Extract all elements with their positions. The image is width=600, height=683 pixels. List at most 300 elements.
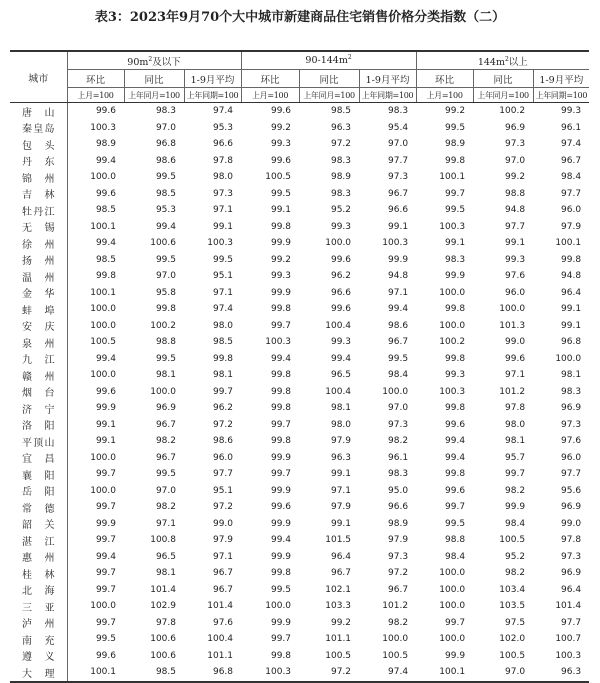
table-row [10,169,589,186]
table-row [10,252,589,269]
table-row [10,582,589,599]
index-value-cell: 97.0 [505,155,526,166]
index-value-cell: 97.3 [388,551,409,562]
index-value-cell: 100.6 [150,650,176,661]
index-value-cell: 99.5 [270,584,292,595]
index-value-cell: 96.5 [330,370,352,381]
index-value-cell: 98.5 [330,106,352,117]
index-value-cell: 95.8 [155,287,176,298]
subheader-mom: 环比 [241,70,299,88]
index-value-cell: 99.8 [212,353,234,364]
index-value-cell: 96.0 [505,287,526,298]
index-value-cell: 97.1 [212,287,234,298]
index-value-cell: 98.2 [388,436,409,447]
index-value-cell: 98.8 [505,188,526,199]
index-value-cell: 97.9 [330,436,352,447]
index-value-cell: 99.7 [445,502,466,513]
index-value-cell: 100.5 [265,172,292,183]
table-row [10,120,589,137]
city-name-cell: 韶关 [10,516,67,533]
index-value-cell: 96.9 [561,502,582,513]
index-value-cell: 97.3 [388,419,409,430]
index-value-cell: 99.8 [445,469,466,480]
index-value-cell: 101.1 [207,650,234,661]
city-name-cell: 三亚 [10,598,67,615]
index-value-cell: 101.1 [325,634,352,645]
index-value-cell: 96.4 [330,551,352,562]
city-name-cell: 南充 [10,631,67,648]
index-value-cell: 99.8 [270,304,292,315]
index-value-cell: 100.5 [499,650,526,661]
index-value-cell: 99.7 [445,617,466,628]
index-value-cell: 96.6 [388,205,409,216]
index-value-cell: 99.7 [505,469,526,480]
index-value-cell: 97.6 [561,436,582,447]
group-header-large: $144m^2$以上 [416,51,589,70]
city-name-cell: 宜昌 [10,450,67,467]
table-row [10,466,589,483]
index-value-cell: 100.3 [555,650,582,661]
index-value-cell: 99.8 [445,353,466,364]
index-value-cell: 98.4 [388,370,409,381]
index-value-cell: 98.1 [561,370,582,381]
index-value-cell: 99.8 [270,221,292,232]
index-value-cell: 97.2 [212,419,234,430]
index-value-cell: 96.0 [212,452,234,463]
city-name-cell: 济宁 [10,400,67,417]
index-value-cell: 100.4 [325,320,352,331]
index-value-cell: 100.0 [90,172,116,183]
index-value-cell: 97.1 [155,518,176,529]
city-name-cell: 扬州 [10,252,67,269]
index-value-cell: 96.6 [388,502,409,513]
index-value-cell: 100.1 [90,221,116,232]
index-value-cell: 99.1 [270,205,292,216]
index-value-cell: 98.5 [95,254,116,265]
index-value-cell: 99.6 [95,106,116,117]
index-value-cell: 100.0 [439,568,466,579]
index-value-cell: 100.8 [150,535,176,546]
index-value-cell: 98.1 [155,370,176,381]
index-value-cell: 97.7 [388,155,409,166]
index-value-cell: 100.0 [439,320,466,331]
city-column-header: 城市 [10,51,67,103]
index-value-cell: 100.0 [90,601,116,612]
city-name-cell: 无锡 [10,219,67,236]
index-value-cell: 99.7 [270,634,292,645]
index-value-cell: 99.9 [270,238,292,249]
index-value-cell: 101.2 [382,601,409,612]
index-value-cell: 98.2 [155,502,176,513]
index-value-cell: 96.8 [561,337,582,348]
index-value-cell: 97.0 [155,485,176,496]
index-value-cell: 97.0 [155,271,176,282]
table-row [10,235,589,252]
index-value-cell: 100.0 [150,386,176,397]
city-name-cell: 丹东 [10,153,67,170]
index-value-cell: 97.1 [505,370,526,381]
index-value-cell: 99.9 [445,650,466,661]
index-value-cell: 99.8 [95,271,116,282]
index-value-cell: 99.5 [155,254,176,265]
index-value-cell: 99.6 [330,254,352,265]
index-value-cell: 99.2 [270,122,292,133]
index-value-cell: 100.1 [555,238,582,249]
index-value-cell: 100.6 [150,634,176,645]
index-value-cell: 98.2 [505,485,526,496]
index-value-cell: 99.5 [212,254,234,265]
index-value-cell: 97.4 [561,139,582,150]
index-value-cell: 99.0 [505,337,526,348]
index-value-cell: 99.0 [561,518,582,529]
table-row [10,615,589,632]
index-value-cell: 97.7 [505,221,526,232]
base-label-yoy: 上年同月=100 [473,88,533,103]
index-value-cell: 99.1 [388,221,409,232]
city-name-cell: 惠州 [10,549,67,566]
index-value-cell: 99.6 [445,485,466,496]
index-value-cell: 98.3 [155,106,176,117]
index-value-cell: 100.6 [150,238,176,249]
index-value-cell: 99.6 [95,650,116,661]
index-value-cell: 99.8 [270,436,292,447]
index-value-cell: 97.7 [561,617,582,628]
index-value-cell: 99.7 [270,469,292,480]
index-value-cell: 98.9 [445,139,466,150]
index-value-cell: 98.3 [330,188,352,199]
index-value-cell: 97.6 [212,617,234,628]
index-value-cell: 96.8 [184,664,241,682]
index-value-cell: 97.3 [212,188,234,199]
base-label-yoy: 上年同月=100 [124,88,184,103]
index-value-cell: 97.2 [330,139,352,150]
city-name-cell: 牡丹江 [10,202,67,219]
index-value-cell: 99.6 [270,502,292,513]
table-row [10,400,589,417]
city-name-cell: 平顶山 [10,433,67,450]
index-value-cell: 100.0 [90,320,116,331]
price-index-table [10,50,589,683]
subheader-mom: 环比 [67,70,124,88]
index-value-cell: 98.6 [155,155,176,166]
index-value-cell: 99.6 [270,155,292,166]
index-value-cell: 100.0 [325,238,352,249]
index-value-cell: 99.9 [270,518,292,529]
index-value-cell: 99.5 [155,172,176,183]
index-value-cell: 99.4 [155,221,176,232]
index-value-cell: 97.0 [155,122,176,133]
index-value-cell: 98.5 [95,205,116,216]
table-row [10,549,589,566]
index-value-cell: 97.3 [561,419,582,430]
index-value-cell: 96.2 [212,403,234,414]
index-value-cell: 99.6 [95,386,116,397]
index-value-cell: 97.8 [155,617,176,628]
index-value-cell: 99.4 [388,304,409,315]
index-value-cell: 98.9 [95,139,116,150]
index-value-cell: 97.9 [388,535,409,546]
index-value-cell: 99.4 [270,353,292,364]
index-value-cell: 99.3 [330,337,352,348]
city-name-cell: 蚌埠 [10,301,67,318]
index-value-cell: 100.5 [90,337,116,348]
index-value-cell: 99.5 [388,353,409,364]
index-value-cell: 99.1 [95,419,116,430]
index-value-cell: 96.7 [388,584,409,595]
index-value-cell: 99.4 [445,436,466,447]
city-name-cell: 金华 [10,285,67,302]
city-name-cell: 吉林 [10,186,67,203]
index-value-cell: 96.9 [505,122,526,133]
index-value-cell: 96.0 [561,452,582,463]
index-value-cell: 98.3 [330,155,352,166]
table-row [10,384,589,401]
index-value-cell: 95.2 [505,551,526,562]
index-value-cell: 96.7 [388,188,409,199]
index-value-cell: 96.7 [388,337,409,348]
index-value-cell: 100.4 [207,634,234,645]
table-row [10,318,589,335]
table-row [10,202,589,219]
index-value-cell: 101.4 [555,601,582,612]
index-value-cell: 98.0 [505,419,526,430]
index-value-cell: 99.1 [445,238,466,249]
index-value-cell: 98.8 [445,535,466,546]
index-value-cell: 99.4 [95,155,116,166]
table-row [10,268,589,285]
index-value-cell: 98.5 [155,188,176,199]
index-value-cell: 100.0 [382,634,409,645]
index-value-cell: 98.9 [330,172,352,183]
index-value-cell: 96.7 [155,419,176,430]
table-row [10,186,589,203]
base-label-yoy: 上年同月=100 [299,88,359,103]
index-value-cell: 99.6 [505,353,526,364]
table-row [10,285,589,302]
index-value-cell: 98.2 [505,568,526,579]
city-name-cell: 大理 [10,664,67,682]
table-row [10,103,589,120]
index-value-cell: 97.7 [561,188,582,199]
city-name-cell: 泸州 [10,615,67,632]
subheader-avg: 1-9月平均 [359,70,416,88]
index-value-cell: 101.5 [325,535,352,546]
index-value-cell: 99.8 [155,304,176,315]
index-value-cell: 103.4 [499,584,526,595]
index-value-cell: 98.1 [212,370,234,381]
base-label-mom: 上月=100 [416,88,473,103]
index-value-cell: 95.3 [212,122,234,133]
index-value-cell: 99.7 [95,584,116,595]
index-value-cell: 100.0 [555,353,582,364]
index-value-cell: 100.0 [439,634,466,645]
city-name-cell: 烟台 [10,384,67,401]
index-value-cell: 98.5 [212,337,234,348]
index-value-cell: 99.6 [270,106,292,117]
index-value-cell: 99.7 [212,386,234,397]
index-value-cell: 99.5 [445,122,466,133]
index-value-cell: 99.9 [95,403,116,414]
index-value-cell: 99.5 [95,634,116,645]
index-value-cell: 99.9 [445,271,466,282]
group-header-medium: $90-144m^2$ [241,51,416,70]
index-value-cell: 99.4 [95,353,116,364]
index-value-cell: 96.1 [561,122,582,133]
table-row [10,219,589,236]
table-row [10,334,589,351]
index-value-cell: 98.2 [388,617,409,628]
index-value-cell: 100.3 [439,386,466,397]
index-value-cell: 98.9 [388,518,409,529]
index-value-cell: 100.5 [499,535,526,546]
index-value-cell: 99.3 [270,139,292,150]
index-value-cell: 99.5 [155,353,176,364]
index-value-cell: 97.2 [212,502,234,513]
index-value-cell: 99.8 [270,568,292,579]
index-value-cell: 97.0 [473,664,533,682]
index-value-cell: 99.3 [505,254,526,265]
index-value-cell: 94.8 [505,205,526,216]
table-row [10,367,589,384]
table-row [10,351,589,368]
index-value-cell: 100.4 [325,386,352,397]
index-value-cell: 99.9 [388,254,409,265]
index-value-cell: 99.1 [212,221,234,232]
index-value-cell: 99.5 [445,205,466,216]
index-value-cell: 98.1 [155,568,176,579]
index-value-cell: 97.1 [212,205,234,216]
index-value-cell: 97.8 [212,155,234,166]
index-value-cell: 98.4 [445,551,466,562]
index-value-cell: 99.8 [270,650,292,661]
index-value-cell: 98.0 [212,172,234,183]
table-row [10,499,589,516]
index-value-cell: 103.5 [499,601,526,612]
index-value-cell: 99.3 [330,221,352,232]
index-value-cell: 99.2 [445,106,466,117]
index-value-cell: 99.1 [561,304,582,315]
subheader-yoy: 同比 [124,70,184,88]
city-name-cell: 常德 [10,499,67,516]
base-label-avg: 上年同期=100 [533,88,589,103]
index-value-cell: 98.3 [388,106,409,117]
index-value-cell: 100.3 [241,664,299,682]
city-name-cell: 温州 [10,268,67,285]
index-value-cell: 98.4 [561,172,582,183]
index-value-cell: 96.7 [212,568,234,579]
table-row [10,631,589,648]
index-value-cell: 96.6 [330,287,352,298]
index-value-cell: 99.7 [95,502,116,513]
index-value-cell: 97.9 [330,502,352,513]
index-value-cell: 96.3 [330,452,352,463]
index-value-cell: 99.5 [445,518,466,529]
city-name-cell: 湛江 [10,532,67,549]
index-value-cell: 99.1 [330,518,352,529]
index-value-cell: 94.8 [388,271,409,282]
table-row [10,301,589,318]
index-value-cell: 99.4 [445,452,466,463]
base-label-mom: 上月=100 [67,88,124,103]
index-value-cell: 97.7 [212,469,234,480]
index-value-cell: 97.4 [212,304,234,315]
table-row [10,153,589,170]
index-value-cell: 96.7 [561,155,582,166]
table-row [10,417,589,434]
index-value-cell: 99.4 [95,551,116,562]
index-value-cell: 99.2 [505,172,526,183]
index-value-cell: 99.7 [95,535,116,546]
index-value-cell: 99.7 [95,469,116,480]
index-value-cell: 96.7 [155,452,176,463]
base-label-avg: 上年同期=100 [184,88,241,103]
index-value-cell: 96.2 [330,271,352,282]
index-value-cell: 100.3 [90,122,116,133]
index-value-cell: 97.8 [505,403,526,414]
index-value-cell: 100.5 [382,650,409,661]
subheader-avg: 1-9月平均 [184,70,241,88]
index-value-cell: 98.6 [388,320,409,331]
city-name-cell: 九江 [10,351,67,368]
index-value-cell: 102.1 [325,584,352,595]
index-value-cell: 99.8 [445,155,466,166]
index-value-cell: 96.7 [212,584,234,595]
table-row [10,598,589,615]
table-row [10,136,589,153]
index-value-cell: 99.7 [95,617,116,628]
index-value-cell: 100.0 [90,370,116,381]
index-value-cell: 99.9 [270,485,292,496]
index-value-cell: 99.3 [561,106,582,117]
table-row [10,433,589,450]
index-value-cell: 99.8 [270,403,292,414]
index-value-cell: 97.2 [299,664,359,682]
index-value-cell: 102.9 [150,601,176,612]
group-header-small: $90m^2$及以下 [67,51,241,70]
index-value-cell: 101.4 [150,584,176,595]
index-value-cell: 101.3 [499,320,526,331]
index-value-cell: 95.6 [561,485,582,496]
index-value-cell: 99.4 [95,238,116,249]
index-value-cell: 99.9 [270,551,292,562]
base-label-avg: 上年同期=100 [359,88,416,103]
index-value-cell: 99.8 [561,254,582,265]
index-value-cell: 99.8 [445,403,466,414]
index-value-cell: 100.7 [555,634,582,645]
index-value-cell: 99.1 [95,436,116,447]
city-name-cell: 洛阳 [10,417,67,434]
subheader-avg: 1-9月平均 [533,70,589,88]
index-value-cell: 96.9 [561,403,582,414]
index-value-cell: 97.0 [388,403,409,414]
index-value-cell: 96.5 [155,551,176,562]
index-value-cell: 99.8 [445,304,466,315]
index-value-cell: 97.9 [212,535,234,546]
index-value-cell: 96.3 [533,664,589,682]
index-value-cell: 96.1 [388,452,409,463]
index-value-cell: 97.1 [330,485,352,496]
index-value-cell: 99.8 [270,370,292,381]
table-row [10,565,589,582]
index-value-cell: 97.1 [212,551,234,562]
index-value-cell: 96.7 [330,568,352,579]
index-value-cell: 100.1 [439,172,466,183]
index-value-cell: 100.3 [439,221,466,232]
index-value-cell: 101.2 [499,386,526,397]
index-value-cell: 97.5 [505,617,526,628]
index-value-cell: 97.3 [388,172,409,183]
index-value-cell: 96.9 [155,403,176,414]
